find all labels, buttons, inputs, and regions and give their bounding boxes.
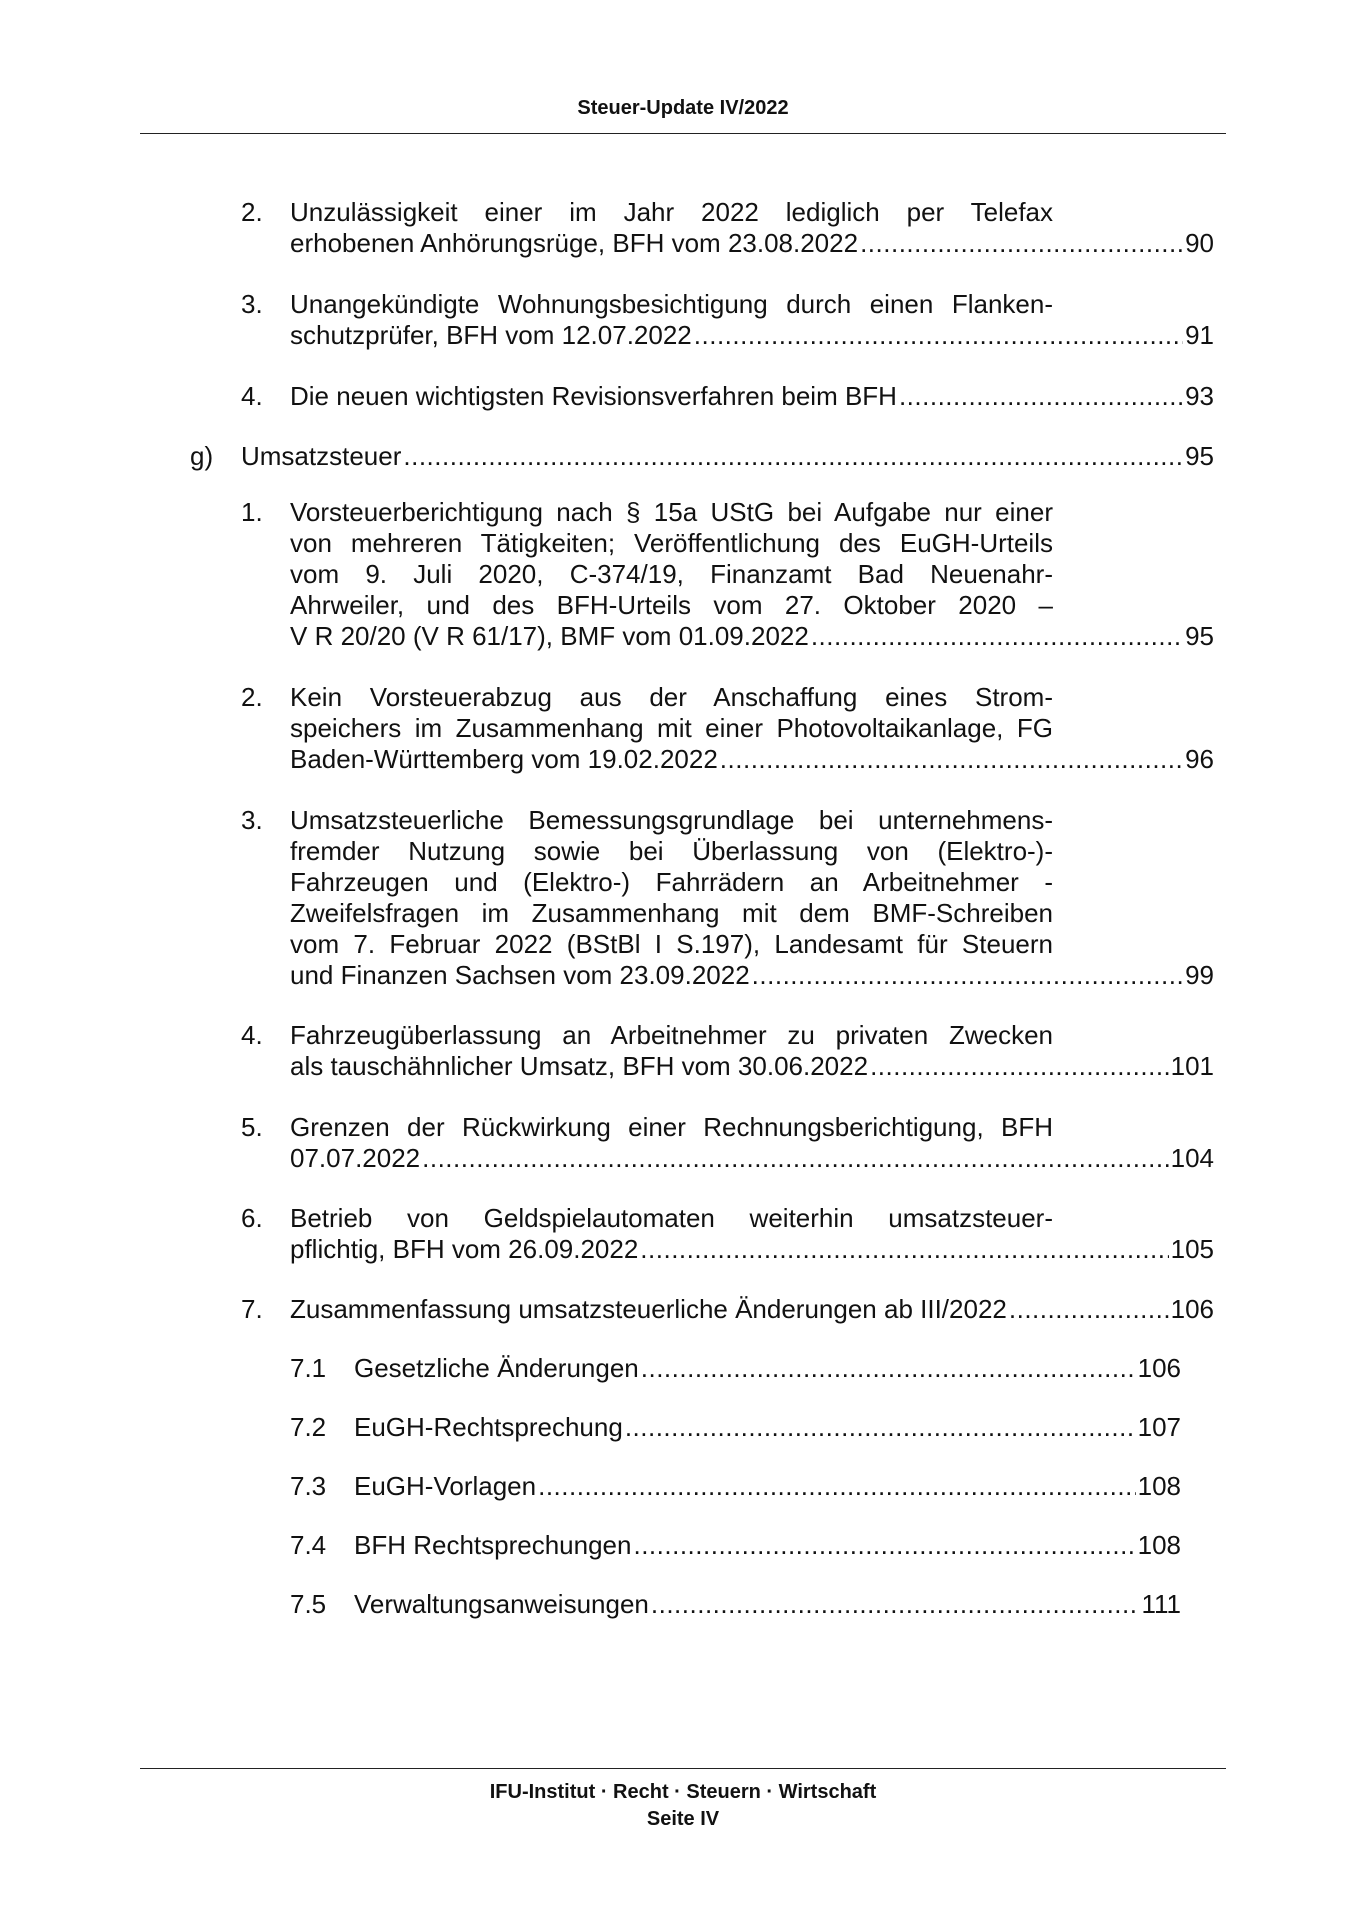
toc-entry-line: Kein Vorsteuerabzug aus der Anschaffung eines Strom-	[290, 682, 1053, 712]
dot-leader	[1009, 1294, 1169, 1325]
toc-entry-title: 07.07.2022	[290, 1143, 421, 1173]
toc-entry-last-line	[290, 1294, 1214, 1325]
toc-entry-number: 4.	[241, 381, 263, 411]
toc-entry-title: schutzprüfer, BFH vom 12.07.2022	[290, 320, 692, 350]
toc-entry-title: BFH Rechtsprechungen	[354, 1530, 632, 1560]
toc-entry-number: 3.	[241, 805, 263, 835]
toc-entry-page-number: 111	[1141, 1589, 1181, 1619]
toc-entry-number: 3.	[241, 289, 263, 319]
toc-entry-last-line	[290, 1143, 1214, 1174]
dot-leader	[811, 621, 1183, 652]
toc-entry-line: fremder Nutzung sowie bei Überlassung von (Elektro-)-	[290, 836, 1053, 866]
dot-leader	[720, 744, 1183, 775]
toc-entry-number: 7.2	[290, 1412, 327, 1442]
toc-entry-last-line	[290, 1051, 1214, 1082]
toc-entry-number: 4.	[241, 1020, 263, 1050]
dot-leader	[899, 381, 1183, 412]
toc-entry-title: Baden-Württemberg vom 19.02.2022	[290, 744, 718, 774]
toc-entry-page-number: 96	[1185, 744, 1214, 774]
toc-entry-title: Verwaltungsanweisungen	[354, 1589, 649, 1619]
footer-institute: IFU-Institut · Recht · Steuern · Wirtschaft	[489, 1781, 877, 1803]
toc-entry-last-line	[354, 1589, 1181, 1620]
toc-entry-number: 2.	[241, 197, 263, 227]
toc-entry-page-number: 108	[1137, 1471, 1181, 1501]
dot-leader	[422, 1143, 1168, 1174]
dot-leader	[633, 1530, 1135, 1561]
toc-entry-last-line	[290, 381, 1214, 412]
toc-entry-last-line	[290, 1234, 1214, 1265]
toc-entry-title: als tauschähnlicher Umsatz, BFH vom 30.06.2022	[290, 1051, 869, 1081]
toc-entry-page-number: 99	[1185, 960, 1214, 990]
dot-leader	[752, 960, 1183, 991]
toc-entry-line: Grenzen der Rückwirkung einer Rechnungsberichtigung, BFH	[290, 1112, 1053, 1142]
toc-entry-number: 7.	[241, 1294, 263, 1324]
toc-entry-title: pflichtig, BFH vom 26.09.2022	[290, 1234, 639, 1264]
toc-entry-last-line	[290, 320, 1214, 351]
toc-entry-number: 7.1	[290, 1353, 327, 1383]
toc-entry-line: Vorsteuerberichtigung nach § 15a UStG bei Aufgabe nur einer	[290, 497, 1053, 527]
toc-entry-page-number: 104	[1170, 1143, 1214, 1173]
toc-entry-page-number: 108	[1137, 1530, 1181, 1560]
toc-entry-number: 6.	[241, 1203, 263, 1233]
toc-entry-last-line	[354, 1530, 1181, 1561]
toc-entry-title: Zusammenfassung umsatzsteuerliche Änderungen ab III/2022	[290, 1294, 1007, 1324]
toc-entry-line: von mehreren Tätigkeiten; Veröffentlichung des EuGH-Urteils	[290, 528, 1053, 558]
toc-entry-last-line	[354, 1353, 1181, 1384]
toc-entry-last-line	[290, 744, 1214, 775]
toc-entry-page-number: 101	[1170, 1051, 1214, 1081]
toc-entry-number: g)	[190, 441, 214, 471]
toc-entry-line: Unzulässigkeit einer im Jahr 2022 lediglich per Telefax	[290, 197, 1053, 227]
toc-entry-title: Gesetzliche Änderungen	[354, 1353, 639, 1383]
footer-divider	[140, 1768, 1226, 1769]
toc-entry-line: Unangekündigte Wohnungsbesichtigung durch einen Flanken-	[290, 289, 1053, 319]
toc-entry-last-line	[290, 621, 1214, 652]
toc-entry-last-line	[241, 441, 1214, 472]
toc-entry-page-number: 105	[1170, 1234, 1214, 1264]
dot-leader	[538, 1471, 1136, 1502]
toc-entry-page-number: 107	[1137, 1412, 1181, 1442]
toc-entry-number: 1.	[241, 497, 263, 527]
toc-entry-line: Ahrweiler, und des BFH-Urteils vom 27. Oktober 2020 –	[290, 590, 1053, 620]
dot-leader	[641, 1353, 1136, 1384]
toc-entry-line: Umsatzsteuerliche Bemessungsgrundlage bei unternehmens-	[290, 805, 1053, 835]
footer-page-number: Seite IV	[646, 1808, 720, 1830]
toc-entry-last-line	[354, 1471, 1181, 1502]
toc-entry-page-number: 106	[1137, 1353, 1181, 1383]
toc-entry-title: und Finanzen Sachsen vom 23.09.2022	[290, 960, 750, 990]
toc-entry-line: Betrieb von Geldspielautomaten weiterhin umsatzsteuer-	[290, 1203, 1053, 1233]
toc-entry-number: 5.	[241, 1112, 263, 1142]
toc-entry-last-line	[290, 228, 1214, 259]
toc-entry-page-number: 90	[1185, 228, 1214, 258]
toc-entry-line: Fahrzeugen und (Elektro-) Fahrrädern an Arbeitnehmer -	[290, 867, 1053, 897]
toc-entry-title: EuGH-Vorlagen	[354, 1471, 537, 1501]
toc-entry-number: 7.4	[290, 1530, 327, 1560]
toc-entry-number: 7.3	[290, 1471, 327, 1501]
toc-entry-line: vom 9. Juli 2020, C-374/19, Finanzamt Bad Neuenahr-	[290, 559, 1053, 589]
toc-entry-title: Die neuen wichtigsten Revisionsverfahren beim BFH	[290, 381, 897, 411]
toc-entry-page-number: 93	[1185, 381, 1214, 411]
toc-entry-page-number: 106	[1170, 1294, 1214, 1324]
toc-entry-title: erhobenen Anhörungsrüge, BFH vom 23.08.2022	[290, 228, 859, 258]
toc-entry-title: EuGH-Rechtsprechung	[354, 1412, 623, 1442]
running-header: Steuer-Update IV/2022	[577, 97, 789, 119]
toc-entry-line: Fahrzeugüberlassung an Arbeitnehmer zu privaten Zwecken	[290, 1020, 1053, 1050]
toc-entry-page-number: 95	[1185, 441, 1214, 471]
toc-entry-line: speichers im Zusammenhang mit einer Photovoltaikanlage, FG	[290, 713, 1053, 743]
toc-entry-line: Zweifelsfragen im Zusammenhang mit dem BMF-Schreiben	[290, 898, 1053, 928]
dot-leader	[870, 1051, 1169, 1082]
toc-entry-line: vom 7. Februar 2022 (BStBl I S.197), Landesamt für Steuern	[290, 929, 1053, 959]
dot-leader	[403, 441, 1183, 472]
toc-entry-last-line	[354, 1412, 1181, 1443]
dot-leader	[860, 228, 1183, 259]
toc-entry-title: V R 20/20 (V R 61/17), BMF vom 01.09.2022	[290, 621, 809, 651]
dot-leader	[694, 320, 1183, 351]
toc-entry-page-number: 95	[1185, 621, 1214, 651]
toc-entry-last-line	[290, 960, 1214, 991]
dot-leader	[640, 1234, 1168, 1265]
dot-leader	[625, 1412, 1136, 1443]
toc-entry-title: Umsatzsteuer	[241, 441, 402, 471]
toc-entry-page-number: 91	[1185, 320, 1214, 350]
toc-entry-number: 2.	[241, 682, 263, 712]
toc-entry-number: 7.5	[290, 1589, 327, 1619]
dot-leader	[651, 1589, 1140, 1620]
